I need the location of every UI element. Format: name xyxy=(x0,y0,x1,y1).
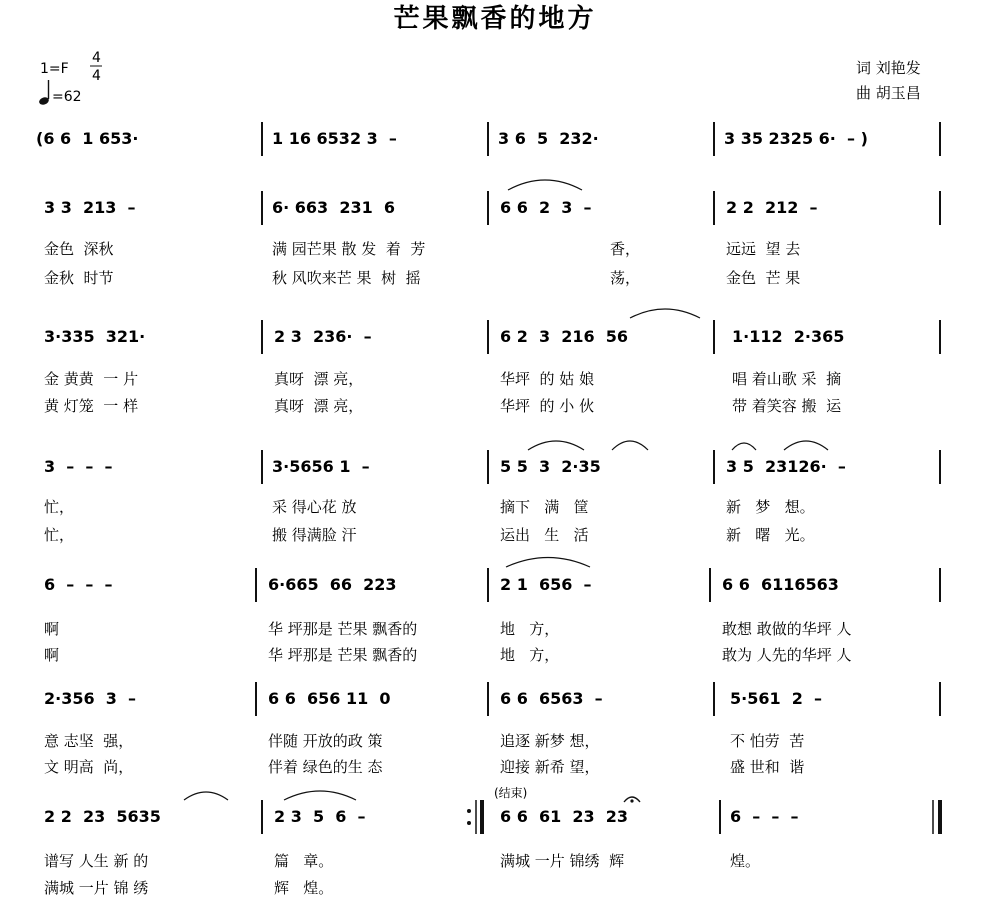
slur xyxy=(612,441,648,450)
lyric-line: 华 坪那是 芒果 飘香的 xyxy=(268,646,418,664)
slur xyxy=(284,791,356,800)
slur xyxy=(630,309,700,318)
slur xyxy=(784,441,828,450)
lyric-line: 追逐 新梦 想， xyxy=(500,732,600,750)
lyric-line: 金色 深秋 xyxy=(44,240,114,258)
final-barline xyxy=(933,800,940,834)
measure: 3 3 213 – xyxy=(44,198,136,217)
lyric-line: 伴着 绿色的生 态 xyxy=(268,758,383,776)
lyric-line: 忙， xyxy=(44,498,75,516)
measure: 6 – – – xyxy=(44,575,113,594)
slur xyxy=(184,792,228,800)
slur xyxy=(508,180,582,190)
lyric-line: 运出 生 活 xyxy=(500,526,589,544)
score-row-2 xyxy=(44,180,940,287)
measure: 3 35 2325 6· – ) xyxy=(724,129,868,148)
lyric-line: 啊 xyxy=(44,620,60,638)
score-row-1 xyxy=(36,122,940,156)
measure: 2 2 212 – xyxy=(726,198,818,217)
lyric-line: 满城 一片 锦 绣 xyxy=(44,879,149,897)
measure: 6 2 3 216 56 xyxy=(500,327,629,346)
measure: 6·665 66 223 xyxy=(268,575,397,594)
lyric-line: 不 怕劳 苦 xyxy=(730,732,805,750)
measure: 2 3 5 6 – xyxy=(274,807,366,826)
composer-credit: 曲 胡玉昌 xyxy=(856,84,921,102)
measure: 2 3 236· – xyxy=(274,327,372,346)
time-signature-top: 4 xyxy=(92,50,101,66)
lyric-line: 金色 芒 果 xyxy=(726,269,801,287)
lyric-line: 迎接 新希 望， xyxy=(500,758,600,776)
ending-label: (结束) xyxy=(494,786,528,800)
fermata xyxy=(624,797,640,803)
measure: 6 6 6563 – xyxy=(500,689,603,708)
slur xyxy=(506,558,590,568)
lyric-line: 金秋 时节 xyxy=(44,269,114,287)
measure: 3 – – – xyxy=(44,457,113,476)
lyric-line: 文 明高 尚， xyxy=(44,758,134,776)
lyric-line: 金 黄黄 一 片 xyxy=(44,370,139,388)
score-row-7 xyxy=(44,785,940,897)
measure: 6 6 6116563 xyxy=(722,575,839,594)
lyric-line: 新 梦 想。 xyxy=(726,498,815,516)
lyric-line: 敢想 敢做的华坪 人 xyxy=(722,620,852,638)
lyric-line: 篇 章。 xyxy=(274,852,334,870)
lyric-line: 带 着笑容 搬 运 xyxy=(732,397,842,415)
lyric-line: 远远 望 去 xyxy=(726,240,801,258)
measure: 3 5 23126· – xyxy=(726,457,846,476)
lyric-line: 满 园芒果 散 发 着 芳 xyxy=(272,240,426,258)
measure: 2·356 3 – xyxy=(44,689,137,708)
measure: 2 1 656 – xyxy=(500,575,592,594)
lyric-line: 真呀 漂 亮， xyxy=(274,370,364,388)
lyricist-credit: 词 刘艳发 xyxy=(856,59,921,77)
measure: 6· 663 231 6 xyxy=(272,198,395,217)
lyric-line: 华 坪那是 芒果 飘香的 xyxy=(268,620,418,638)
measure: 6 6 656 11 0 xyxy=(268,689,391,708)
measure: 6 6 61 23 23 xyxy=(500,807,629,826)
lyric-line: 摘下 满 筐 xyxy=(500,498,589,516)
time-signature-bottom: 4 xyxy=(92,68,101,84)
measure: 5 5 3 2·35 xyxy=(500,457,601,476)
lyric-line: 盛 世和 谐 xyxy=(730,758,805,776)
lyric-line: 伴随 开放的政 策 xyxy=(268,732,383,750)
lyric-line: 香， xyxy=(610,240,641,258)
lyric-line: 唱 着山歌 采 摘 xyxy=(732,370,842,388)
lyric-line: 啊 xyxy=(44,646,60,664)
measure: 6 6 2 3 – xyxy=(500,198,592,217)
lyric-line: 新 曙 光。 xyxy=(726,526,815,544)
lyric-line: 真呀 漂 亮， xyxy=(274,397,364,415)
lyric-line: 荡， xyxy=(610,269,641,287)
lyric-line: 秋 风吹来芒 果 树 摇 xyxy=(272,269,421,287)
measure: 1·112 2·365 xyxy=(732,327,845,346)
measure: 5·561 2 – xyxy=(730,689,823,708)
measure: 3·5656 1 – xyxy=(272,457,370,476)
lyric-line: 黄 灯笼 一 样 xyxy=(44,397,139,415)
lyric-line: 采 得心花 放 xyxy=(272,498,357,516)
lyric-line: 满城 一片 锦绣 辉 xyxy=(500,852,625,870)
repeat-barline xyxy=(467,800,482,834)
lyric-line: 华坪 的 小 伙 xyxy=(500,397,595,415)
slur xyxy=(732,443,756,450)
tempo-value: =62 xyxy=(52,89,82,105)
tempo-marking xyxy=(38,80,81,106)
measure: (6 6 1 653· xyxy=(36,129,139,148)
lyric-line: 谱写 人生 新 的 xyxy=(44,852,149,870)
lyric-line: 敢为 人先的华坪 人 xyxy=(722,646,852,664)
lyric-line: 华坪 的 姑 娘 xyxy=(500,370,595,388)
key-signature: 1=F xyxy=(40,61,69,77)
lyric-line: 煌。 xyxy=(730,852,761,870)
slur xyxy=(528,441,584,450)
lyric-line: 忙， xyxy=(44,526,75,544)
measure: 1 16 6532 3 – xyxy=(272,129,397,148)
lyric-line: 意 志坚 强， xyxy=(44,732,134,750)
song-title: 芒果飘香的地方 xyxy=(393,4,597,34)
measure: 6 – – – xyxy=(730,807,799,826)
lyric-line: 搬 得满脸 汗 xyxy=(272,526,357,544)
measure: 3 6 5 232· xyxy=(498,129,599,148)
lyric-line: 辉 煌。 xyxy=(274,879,334,897)
score-row-5 xyxy=(44,558,940,665)
score-row-3 xyxy=(44,309,940,415)
lyric-line: 地 方， xyxy=(500,646,560,664)
lyric-line: 地 方， xyxy=(500,620,560,638)
measure: 2 2 23 5635 xyxy=(44,807,161,826)
score-row-4 xyxy=(44,441,940,544)
measure: 3·335 321· xyxy=(44,327,146,346)
score-row-6 xyxy=(44,682,940,776)
